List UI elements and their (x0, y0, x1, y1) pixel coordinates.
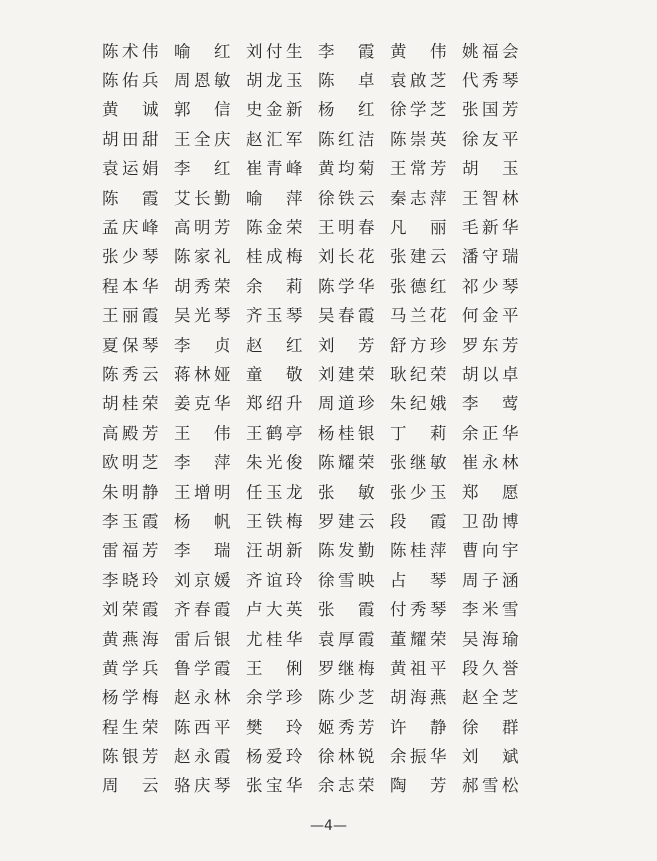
name-entry: 杨 红 (318, 100, 375, 120)
name-entry: 张继敏 (390, 453, 447, 473)
name-entry: 何金平 (462, 306, 519, 326)
name-entry: 李晓玲 (102, 570, 159, 590)
name-entry: 陈学华 (318, 276, 375, 296)
name-row (102, 595, 532, 624)
name-entry: 赵汇军 (246, 129, 303, 149)
name-entry: 王明春 (318, 218, 375, 238)
name-row (102, 448, 532, 477)
name-entry: 杨学梅 (102, 688, 159, 708)
name-entry: 陈红洁 (318, 129, 375, 149)
name-entry: 李 红 (174, 159, 231, 179)
name-entry: 陈家礼 (174, 247, 231, 267)
name-entry: 秦志萍 (390, 188, 447, 208)
name-entry: 齐春霞 (174, 600, 231, 620)
name-entry: 陈崇英 (390, 129, 447, 149)
name-entry: 胡 玉 (462, 159, 519, 179)
name-row (102, 507, 532, 536)
name-entry: 陈桂萍 (390, 541, 447, 561)
name-entry: 王常芳 (390, 159, 447, 179)
name-entry: 袁运娟 (102, 159, 159, 179)
name-entry: 程本华 (102, 276, 159, 296)
name-entry: 毛新华 (462, 218, 519, 238)
name-entry: 徐 群 (462, 717, 519, 737)
name-entry: 喻 红 (174, 41, 231, 61)
name-entry: 占 琴 (390, 570, 447, 590)
name-entry: 王 伟 (174, 423, 231, 443)
name-row (102, 272, 532, 301)
name-row (102, 713, 532, 742)
name-row (102, 684, 532, 713)
name-entry: 耿纪荣 (390, 364, 447, 384)
name-entry: 徐林锐 (318, 747, 375, 767)
name-entry: 张 霞 (318, 600, 375, 620)
name-entry: 张建云 (390, 247, 447, 267)
name-entry: 艾长勤 (174, 188, 231, 208)
name-entry: 黄 伟 (390, 41, 447, 61)
name-entry: 高殿芳 (102, 423, 159, 443)
name-row (102, 360, 532, 389)
name-entry: 桂成梅 (246, 247, 303, 267)
name-entry: 潘守瑞 (462, 247, 519, 267)
name-entry: 郑绍升 (246, 394, 303, 414)
name-row (102, 772, 532, 801)
name-entry: 黄燕海 (102, 629, 159, 649)
name-entry: 罗建云 (318, 511, 375, 531)
name-entry: 黄均菊 (318, 159, 375, 179)
name-entry: 刘建荣 (318, 364, 375, 384)
name-entry: 胡桂荣 (102, 394, 159, 414)
name-entry: 陈 卓 (318, 71, 375, 91)
name-entry: 杨桂银 (318, 423, 375, 443)
name-entry: 周子涵 (462, 570, 519, 590)
name-row (102, 654, 532, 683)
name-entry: 祁少琴 (462, 276, 519, 296)
name-entry: 欧明芝 (102, 453, 159, 473)
name-row (102, 184, 532, 213)
name-entry: 任玉龙 (246, 482, 303, 502)
name-entry: 卫劭博 (462, 511, 519, 531)
name-entry: 齐谊玲 (246, 570, 303, 590)
name-entry: 陈西平 (174, 717, 231, 737)
name-row (102, 302, 532, 331)
name-entry: 王 俐 (246, 658, 303, 678)
name-entry: 杨爱玲 (246, 747, 303, 767)
name-entry: 周恩敏 (174, 71, 231, 91)
name-row (102, 66, 532, 95)
name-entry: 刘长花 (318, 247, 375, 267)
name-entry: 周 云 (102, 776, 159, 796)
name-entry: 王全庆 (174, 129, 231, 149)
name-entry: 余志荣 (318, 776, 375, 796)
name-entry: 鲁学霞 (174, 658, 231, 678)
name-entry: 崔青峰 (246, 159, 303, 179)
name-row (102, 96, 532, 125)
name-entry: 王丽霞 (102, 306, 159, 326)
name-entry: 赵 红 (246, 335, 303, 355)
name-entry: 陈术伟 (102, 41, 159, 61)
name-entry: 骆庆琴 (174, 776, 231, 796)
name-entry: 凡 丽 (390, 218, 447, 238)
name-entry: 陈秀云 (102, 364, 159, 384)
name-entry: 李 贞 (174, 335, 231, 355)
name-entry: 朱明静 (102, 482, 159, 502)
name-entry: 余 莉 (246, 276, 303, 296)
name-entry: 郭 信 (174, 100, 231, 120)
name-entry: 程生荣 (102, 717, 159, 737)
name-entry: 袁啟芝 (390, 71, 447, 91)
name-entry: 黄 诚 (102, 100, 159, 120)
name-entry: 陈金荣 (246, 218, 303, 238)
name-entry: 张少玉 (390, 482, 447, 502)
name-entry: 刘荣霞 (102, 600, 159, 620)
name-entry: 郑 愿 (462, 482, 519, 502)
name-entry: 段 霞 (390, 511, 447, 531)
name-row (102, 331, 532, 360)
name-entry: 徐学芝 (390, 100, 447, 120)
name-entry: 高明芳 (174, 218, 231, 238)
name-entry: 舒方珍 (390, 335, 447, 355)
name-entry: 吴光琴 (174, 306, 231, 326)
name-entry: 童 敬 (246, 364, 303, 384)
name-entry: 姜克华 (174, 394, 231, 414)
name-entry: 黄祖平 (390, 658, 447, 678)
name-entry: 刘 芳 (318, 335, 375, 355)
name-entry: 陈银芳 (102, 747, 159, 767)
name-entry: 胡以卓 (462, 364, 519, 384)
name-entry: 夏保琴 (102, 335, 159, 355)
name-entry: 雷福芳 (102, 541, 159, 561)
name-entry: 胡海燕 (390, 688, 447, 708)
name-row (102, 742, 532, 771)
name-entry: 余正华 (462, 423, 519, 443)
name-entry: 刘 斌 (462, 747, 519, 767)
name-entry: 赵永霞 (174, 747, 231, 767)
name-entry: 陈少芝 (318, 688, 375, 708)
name-entry: 姚福会 (462, 41, 519, 61)
name-entry: 刘付生 (246, 41, 303, 61)
name-entry: 徐友平 (462, 129, 519, 149)
name-entry: 郝雪松 (462, 776, 519, 796)
name-entry: 尤桂华 (246, 629, 303, 649)
name-entry: 胡田甜 (102, 129, 159, 149)
name-entry: 丁 莉 (390, 423, 447, 443)
name-entry: 樊 玲 (246, 717, 303, 737)
name-entry: 朱纪娥 (390, 394, 447, 414)
page-number: —4— (310, 818, 347, 834)
name-entry: 王铁梅 (246, 511, 303, 531)
name-entry: 汪胡新 (246, 541, 303, 561)
name-entry: 陈 霞 (102, 188, 159, 208)
name-entry: 卢大英 (246, 600, 303, 620)
name-entry: 张国芳 (462, 100, 519, 120)
name-row (102, 625, 532, 654)
name-entry: 刘京媛 (174, 570, 231, 590)
name-entry: 曹向宇 (462, 541, 519, 561)
name-entry: 赵全芝 (462, 688, 519, 708)
name-entry: 陈佑兵 (102, 71, 159, 91)
name-entry: 史金新 (246, 100, 303, 120)
name-row (102, 155, 532, 184)
name-entry: 余振华 (390, 747, 447, 767)
name-entry: 张宝华 (246, 776, 303, 796)
name-entry: 崔永林 (462, 453, 519, 473)
name-entry: 罗东芳 (462, 335, 519, 355)
name-entry: 王鹤亭 (246, 423, 303, 443)
name-entry: 张德红 (390, 276, 447, 296)
name-list (102, 37, 532, 801)
name-entry: 黄学兵 (102, 658, 159, 678)
name-entry: 李 霞 (318, 41, 375, 61)
name-entry: 付秀琴 (390, 600, 447, 620)
name-entry: 徐雪映 (318, 570, 375, 590)
name-entry: 陈耀荣 (318, 453, 375, 473)
name-entry: 罗继梅 (318, 658, 375, 678)
name-entry: 许 静 (390, 717, 447, 737)
name-entry: 雷后银 (174, 629, 231, 649)
name-row (102, 478, 532, 507)
name-entry: 齐玉琴 (246, 306, 303, 326)
name-row (102, 537, 532, 566)
name-entry: 吴海瑜 (462, 629, 519, 649)
name-entry: 马兰花 (390, 306, 447, 326)
name-row (102, 390, 532, 419)
name-entry: 陈发勤 (318, 541, 375, 561)
name-entry: 张 敏 (318, 482, 375, 502)
name-entry: 徐铁云 (318, 188, 375, 208)
name-row (102, 125, 532, 154)
name-entry: 王智林 (462, 188, 519, 208)
name-entry: 喻 萍 (246, 188, 303, 208)
name-entry: 袁厚霞 (318, 629, 375, 649)
name-entry: 董耀荣 (390, 629, 447, 649)
name-entry: 张少琴 (102, 247, 159, 267)
name-entry: 吴春霞 (318, 306, 375, 326)
name-entry: 陶 芳 (390, 776, 447, 796)
name-entry: 朱光俊 (246, 453, 303, 473)
name-entry: 李 瑞 (174, 541, 231, 561)
name-entry: 周道珍 (318, 394, 375, 414)
name-entry: 代秀琴 (462, 71, 519, 91)
name-entry: 李 萍 (174, 453, 231, 473)
name-entry: 赵永林 (174, 688, 231, 708)
name-entry: 余学珍 (246, 688, 303, 708)
name-entry: 孟庆峰 (102, 218, 159, 238)
name-entry: 李米雪 (462, 600, 519, 620)
name-entry: 姬秀芳 (318, 717, 375, 737)
name-entry: 李玉霞 (102, 511, 159, 531)
name-row (102, 243, 532, 272)
name-entry: 杨 帆 (174, 511, 231, 531)
name-row (102, 419, 532, 448)
name-entry: 胡龙玉 (246, 71, 303, 91)
name-entry: 蒋林娅 (174, 364, 231, 384)
name-entry: 王增明 (174, 482, 231, 502)
name-row (102, 566, 532, 595)
name-entry: 段久誉 (462, 658, 519, 678)
name-entry: 李 莺 (462, 394, 519, 414)
name-entry: 胡秀荣 (174, 276, 231, 296)
name-row (102, 213, 532, 242)
name-row (102, 37, 532, 66)
